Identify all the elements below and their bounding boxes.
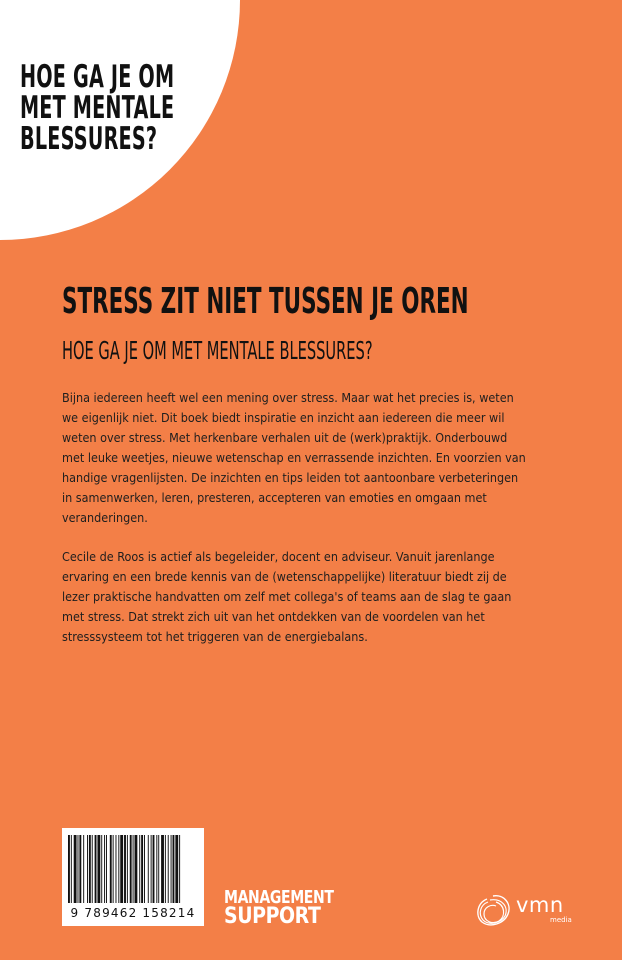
author-bio-line: Cecile de Roos is actief als begeleider, docent en adviseur. Vanuit jarenlange (62, 550, 495, 564)
vmn-swirl-icon (472, 890, 516, 936)
blurb-line: in samenwerken, leren, presteren, accepteren van emoties en omgaan met (62, 491, 487, 505)
logo-line-support: SUPPORT (224, 904, 321, 929)
circle-line: BLESSURES? (20, 121, 158, 157)
isbn-number: 9 789462 158214 (70, 906, 196, 920)
blurb-line: veranderingen. (62, 511, 148, 525)
vmn-media-logo (472, 890, 572, 936)
vmn-media-label: media (550, 916, 572, 924)
blurb-line: Bijna iedereen heeft wel een mening over stress. Maar wat het precies is, weten (62, 391, 514, 405)
blurb-line: handige vragenlijsten. De inzichten en tips leiden tot aantoonbare verbeteringen (62, 471, 519, 485)
management-support-logo (224, 889, 384, 928)
blurb-line: we eigenlijk niet. Dit boek biedt inspiratie en inzicht aan iedereen die meer wil (62, 411, 505, 425)
logo-line-management: MANAGEMENT (224, 887, 334, 908)
circle-line: MET MENTALE (20, 90, 175, 126)
vmn-wordmark: vmn (516, 893, 564, 917)
blurb (62, 388, 530, 647)
blurb-line: met leuke weetjes, nieuwe wetenschap en verrassende inzichten. En voorzien van (62, 451, 526, 465)
author-bio-line: stresssysteem tot het triggeren van de energiebalans. (62, 630, 368, 644)
barcode (62, 828, 204, 926)
paragraph-gap (62, 528, 530, 547)
circle-question (20, 59, 175, 157)
author-bio-line: ervaring en een brede kennis van de (wetenschappelijke) literatuur biedt zij de (62, 570, 507, 584)
author-bio-line: met stress. Dat strekt zich uit van het ontdekken van de voordelen van het (62, 610, 485, 624)
barcode-icon (68, 835, 198, 905)
author-bio-line: lezer praktische handvatten om zelf met collega's of teams aan de slag te gaan (62, 590, 512, 604)
blurb-line: weten over stress. Met herkenbare verhalen uit de (werk)praktijk. Onderbouwd (62, 431, 508, 445)
book-subtitle: HOE GA JE OM MET MENTALE BLESSURES? (62, 336, 373, 365)
circle-line: HOE GA JE OM (20, 59, 175, 95)
book-title: STRESS ZIT NIET TUSSEN JE OREN (62, 281, 469, 322)
